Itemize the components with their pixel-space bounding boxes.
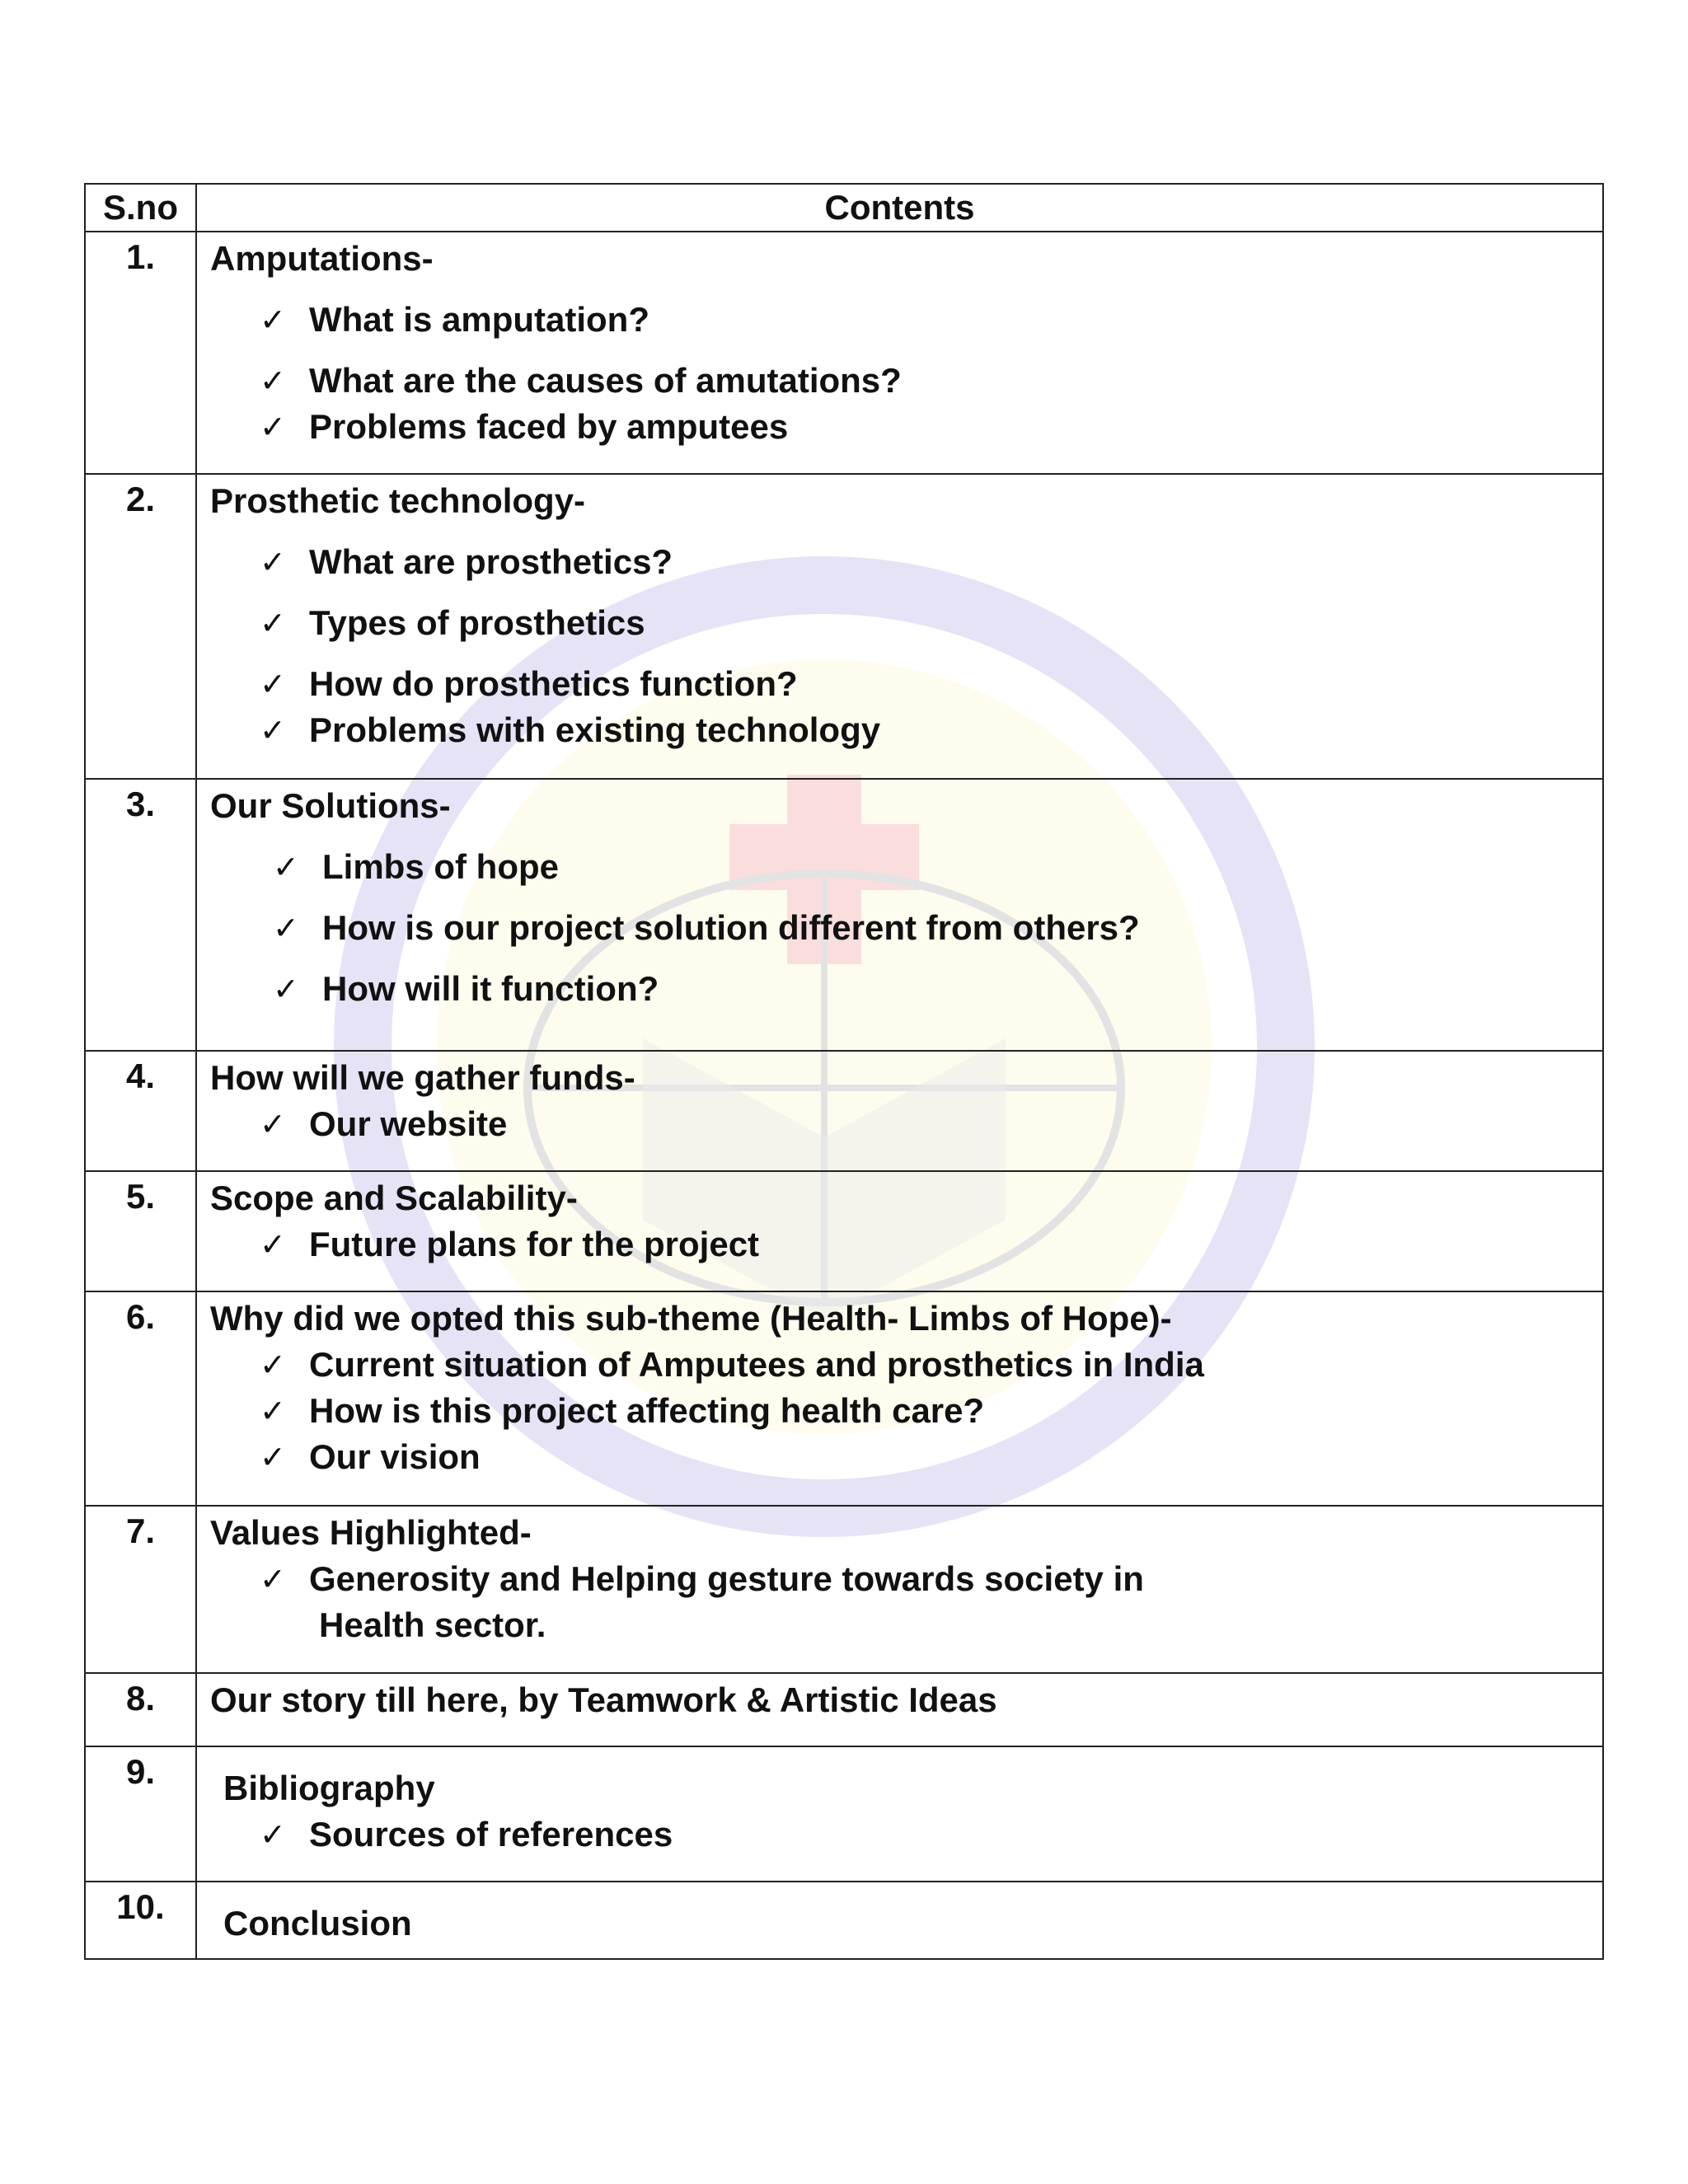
list-item: ✓ Problems with existing technology <box>260 707 1589 753</box>
table-row <box>85 1051 1603 1171</box>
row-content <box>196 1673 1603 1746</box>
bullet-list <box>210 844 1589 1012</box>
row-number: 8. <box>85 1673 196 1746</box>
check-icon: ✓ <box>260 544 286 580</box>
table-row <box>85 1506 1603 1673</box>
list-item: ✓ How will it function? <box>273 966 1589 1012</box>
list-item: ✓ Problems faced by amputees <box>260 404 1589 450</box>
check-icon: ✓ <box>260 666 286 702</box>
table-row <box>85 474 1603 779</box>
section-title: Conclusion <box>223 1904 412 1943</box>
check-icon: ✓ <box>260 1561 286 1597</box>
table-row <box>85 1171 1603 1291</box>
list-item: ✓ How do prosthetics function? <box>260 661 1589 707</box>
header-contents: Contents <box>196 184 1603 232</box>
list-item-continuation: Health sector. <box>319 1605 546 1644</box>
row-number: 1. <box>85 232 196 474</box>
list-item: ✓ How is this project affecting health care? <box>260 1388 1589 1434</box>
row-content <box>196 474 1603 779</box>
check-icon: ✓ <box>260 1106 286 1142</box>
header-sno: S.no <box>85 184 196 232</box>
section-title: Amputations- <box>210 239 434 278</box>
bullet-list <box>210 1101 1589 1147</box>
list-item: ✓ What are prosthetics? <box>260 539 1589 585</box>
table-header-row <box>85 184 1603 232</box>
bullet-list <box>210 1342 1589 1480</box>
table-row <box>85 232 1603 474</box>
check-icon: ✓ <box>273 849 299 885</box>
table-row <box>85 1673 1603 1746</box>
table-row <box>85 1882 1603 1959</box>
row-number: 3. <box>85 779 196 1051</box>
list-item: ✓ How is our project solution different from others? <box>273 905 1589 951</box>
table-row <box>85 1291 1603 1506</box>
section-title: Prosthetic technology- <box>210 481 586 520</box>
row-content <box>196 1746 1603 1882</box>
row-number: 10. <box>85 1882 196 1959</box>
check-icon: ✓ <box>260 1226 286 1263</box>
list-item: ✓ Our vision <box>260 1434 1589 1480</box>
section-title: Why did we opted this sub-theme (Health- Limbs of Hope)- <box>210 1299 1172 1338</box>
list-item: ✓ Generosity and Helping gesture towards society in Health sector. <box>260 1556 1589 1648</box>
check-icon: ✓ <box>260 302 286 338</box>
check-icon: ✓ <box>260 712 286 748</box>
check-icon: ✓ <box>260 1347 286 1383</box>
row-number: 2. <box>85 474 196 779</box>
row-content <box>196 1882 1603 1959</box>
list-item: ✓ What are the causes of amutations? <box>260 358 1589 404</box>
row-content <box>196 1291 1603 1506</box>
list-item: ✓ What is amputation? <box>260 297 1589 343</box>
check-icon: ✓ <box>260 605 286 641</box>
bullet-list <box>210 1221 1589 1268</box>
section-title: Values Highlighted- <box>210 1513 532 1552</box>
check-icon: ✓ <box>273 910 299 946</box>
row-number: 4. <box>85 1051 196 1171</box>
bullet-list <box>210 297 1589 450</box>
section-title: How will we gather funds- <box>210 1058 635 1097</box>
section-title: Bibliography <box>223 1769 435 1807</box>
list-item: ✓ Current situation of Amputees and prosthetics in India <box>260 1342 1589 1388</box>
row-number: 6. <box>85 1291 196 1506</box>
row-content <box>196 1506 1603 1673</box>
bullet-list <box>210 1556 1589 1648</box>
section-title: Our story till here, by Teamwork & Artistic Ideas <box>210 1680 997 1719</box>
check-icon: ✓ <box>273 971 299 1007</box>
check-icon: ✓ <box>260 1439 286 1475</box>
row-number: 9. <box>85 1746 196 1882</box>
contents-table <box>84 183 1604 1960</box>
list-item: ✓ Sources of references <box>260 1811 1589 1858</box>
list-item: ✓ Limbs of hope <box>273 844 1589 890</box>
section-title: Scope and Scalability- <box>210 1179 578 1217</box>
check-icon: ✓ <box>260 363 286 399</box>
table-row <box>85 1746 1603 1882</box>
check-icon: ✓ <box>260 409 286 445</box>
row-content <box>196 1171 1603 1291</box>
row-number: 5. <box>85 1171 196 1291</box>
section-title: Our Solutions- <box>210 786 451 825</box>
check-icon: ✓ <box>260 1393 286 1429</box>
check-icon: ✓ <box>260 1816 286 1853</box>
list-item: ✓ Our website <box>260 1101 1589 1147</box>
list-item: ✓ Types of prosthetics <box>260 600 1589 646</box>
row-content <box>196 232 1603 474</box>
list-item: ✓ Future plans for the project <box>260 1221 1589 1268</box>
row-content <box>196 1051 1603 1171</box>
bullet-list <box>210 1811 1589 1858</box>
row-content <box>196 779 1603 1051</box>
bullet-list <box>210 539 1589 753</box>
table-row <box>85 779 1603 1051</box>
row-number: 7. <box>85 1506 196 1673</box>
